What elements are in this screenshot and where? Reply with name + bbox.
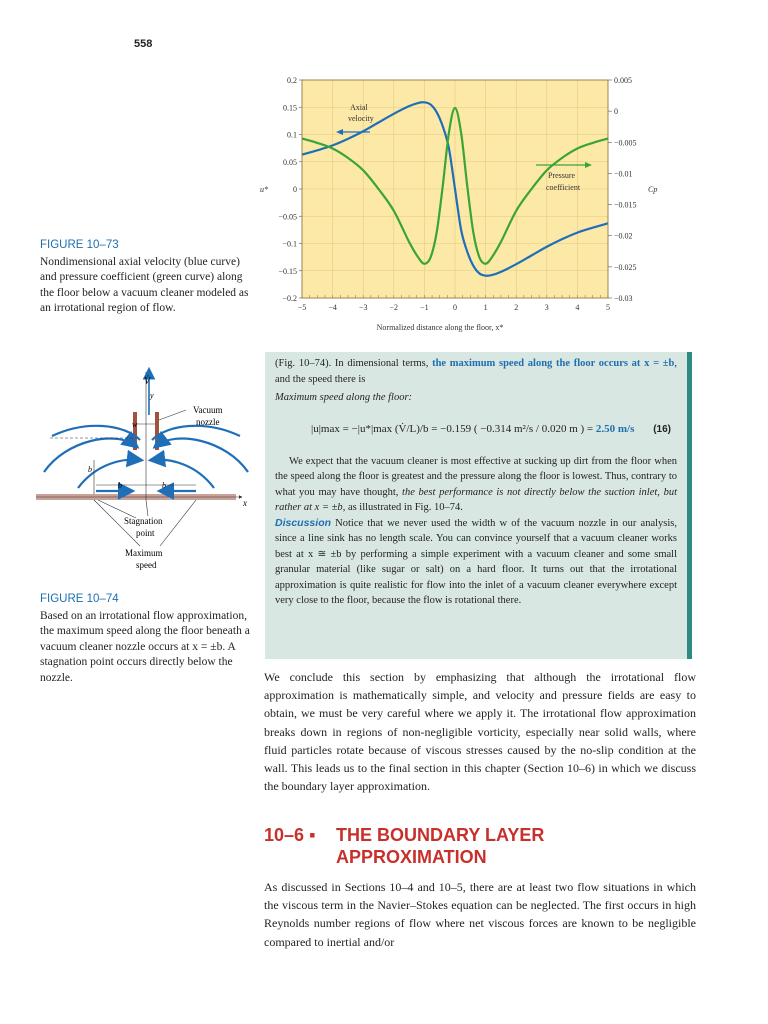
y-tick-label: 0: [293, 185, 297, 194]
streamline-right-1: [156, 438, 248, 472]
nozzle-label-1: Vacuum: [193, 405, 223, 415]
equation-16: [275, 408, 677, 452]
page-number: 558: [134, 38, 153, 50]
leader-max-2: [160, 500, 196, 546]
figure-10-73-caption: [40, 238, 255, 317]
y2-tick-label: −0.02: [614, 231, 633, 241]
y-axis-label-right: Cp: [648, 185, 658, 194]
annotation-axial: Axial: [350, 103, 368, 112]
nozzle-label-2: nozzle: [196, 417, 220, 427]
y2-tick-label: 0.005: [614, 76, 632, 85]
x-tick-label: −3: [358, 303, 368, 312]
y-axis-label-left: u*: [260, 185, 268, 194]
figure-10-73-caption-text: Nondimensional axial velocity (blue curve) and pressure coefficient (green curve) along the floor below a vacuum cleaner modeled as an irrotational region of flow.: [40, 255, 249, 314]
streamline-right-3: [152, 426, 240, 440]
x-tick-label: 3: [544, 303, 549, 312]
y-tick-label: −0.2: [282, 294, 297, 303]
example-intro-text: (Fig. 10–74). In dimensional terms,: [275, 358, 433, 369]
stagnation-label-1: Stagnation: [124, 516, 163, 526]
annotation-pressure: Pressure: [548, 171, 576, 180]
section-bullet: ▪: [309, 825, 316, 845]
y-tick-label: −0.1: [282, 239, 297, 249]
x-tick-label: 4: [575, 303, 580, 312]
figure-10-74-label: FIGURE 10–74: [40, 593, 119, 605]
x-tick-label: 0: [453, 303, 457, 312]
section-paragraph: As discussed in Sections 10–4 and 10–5, there are at least two flow situations in which the viscous term in the Navier–Stokes equation can be neglected. The first occurs in high Reynolds number regions of flow where net viscous forces are known to be negligible compared to inertial and/or: [264, 880, 696, 949]
w-label: w: [132, 420, 138, 429]
main-paragraph: We conclude this section by emphasizing that although the irrotational flow approximation is mathematically simple, and velocity and pressure fields are easy to obtain, we must be very careful where we apply it. The irrotational flow approximation breaks down in regions of non-negligible vorticity, especially near solid walls, where fluid particles rotate because of viscous stresses caused by the no-slip condition at the wall. This leads us to the final section in this chapter (Section 10–6) in which we discuss the boundary layer approximation.: [264, 670, 696, 794]
figure-10-74-diagram: [36, 360, 258, 582]
section-title-2: APPROXIMATION: [336, 847, 487, 867]
section-heading: [264, 824, 544, 868]
x-tick-label: −1: [420, 303, 429, 312]
figure-10-73-label: FIGURE 10–73: [40, 239, 119, 251]
y-tick-label: −0.15: [278, 266, 297, 276]
v-dot-label: V̇: [144, 376, 151, 387]
y2-tick-label: −0.015: [614, 200, 637, 210]
x-tick-label: −5: [297, 303, 307, 312]
stagnation-label-2: point: [136, 528, 155, 538]
example-paragraph-2: [275, 454, 677, 516]
para2-text-1: We expect that the vacuum cleaner is most effective at sucking up dirt from the floor when the speed along the floor is greatest and the pressure along the floor is lowest. Thus, contrary to what you may have thought,: [275, 455, 677, 498]
y-axis-label: y: [150, 391, 154, 400]
y-tick-label: 0.2: [287, 76, 297, 85]
example-intro-highlight: the maximum speed along the floor occurs at x = ±b: [432, 358, 675, 369]
b-label-vertical: b: [88, 465, 92, 474]
y2-tick-label: −0.025: [614, 262, 637, 272]
x-axis-label: Normalized distance along the floor, x*: [376, 323, 504, 332]
x-tick-label: 2: [514, 303, 519, 312]
leader-nozzle: [159, 410, 186, 420]
y-tick-label: 0.05: [283, 157, 297, 167]
equation-number: (16): [653, 423, 671, 435]
x-tick-label: 1: [483, 303, 488, 312]
max-speed-label-1: Maximum: [125, 548, 163, 558]
y2-tick-label: −0.005: [614, 138, 637, 148]
example-intro-end: , and the speed there is: [275, 358, 677, 385]
equation-text: |u|max = −|u*|max (V̇/L)/b = −0.159 ( −0.314 m²/s / 0.020 m ) =: [311, 422, 596, 435]
equation-title: Maximum speed along the floor:: [275, 392, 413, 403]
y-tick-label: 0.1: [287, 130, 297, 140]
figure-10-73-chart: [240, 70, 660, 340]
max-speed-label-2: speed: [136, 560, 157, 570]
discussion-text: Notice that we never used the width w of the vacuum nozzle in our analysis, since a line sink has no length scale. You can convince yourself that a vacuum cleaner works best at x ≅ ±b by performing a simple experiment with a vacuum cleaner and some small granular material (like sugar or salt) on a hard floor. It turns out that the irrotational approximation is quite realistic for flow into the inlet of a vacuum cleaner everywhere except very close to the floor, because the flow is rotational there.: [275, 517, 677, 606]
x-tick-label: −2: [389, 303, 399, 312]
x-tick-label: −4: [328, 303, 337, 312]
annotation-coefficient: coefficient: [546, 183, 581, 192]
leader-stagnation-2: [146, 500, 148, 516]
b-label-right: b: [162, 481, 166, 490]
discussion-paragraph: [275, 516, 677, 609]
example-intro: [275, 356, 677, 387]
section-title-1: THE BOUNDARY LAYER: [336, 825, 545, 845]
para2-text-2: , as illustrated in Fig. 10–74.: [342, 502, 463, 513]
y-tick-label: −0.05: [278, 212, 297, 222]
para2-italic: the best performance is not directly below the suction inlet, but rather at x = ±b: [275, 486, 677, 513]
x-tick-label: 5: [606, 303, 610, 312]
example-box: [265, 352, 692, 659]
section-number: 10–6 ▪: [264, 825, 316, 845]
figure-10-74-caption-text: Based on an irrotational flow approximation, the maximum speed along the floor beneath a vacuum cleaner nozzle occurs at x = ±b. A stagnation point occurs directly below the nozzle.: [40, 609, 250, 684]
figure-10-74-caption: [40, 592, 255, 686]
y2-tick-label: −0.01: [614, 169, 633, 179]
y2-tick-label: 0: [614, 107, 618, 117]
discussion-label: Discussion: [275, 516, 332, 529]
equation-result: 2.50 m/s: [595, 422, 635, 435]
b-label-left: b: [118, 481, 122, 490]
equation-body: [311, 422, 634, 438]
y-tick-label: 0.15: [283, 103, 297, 113]
annotation-velocity: velocity: [348, 114, 374, 123]
x-axis-label: x: [243, 498, 247, 508]
y2-tick-label: −0.03: [614, 294, 633, 303]
